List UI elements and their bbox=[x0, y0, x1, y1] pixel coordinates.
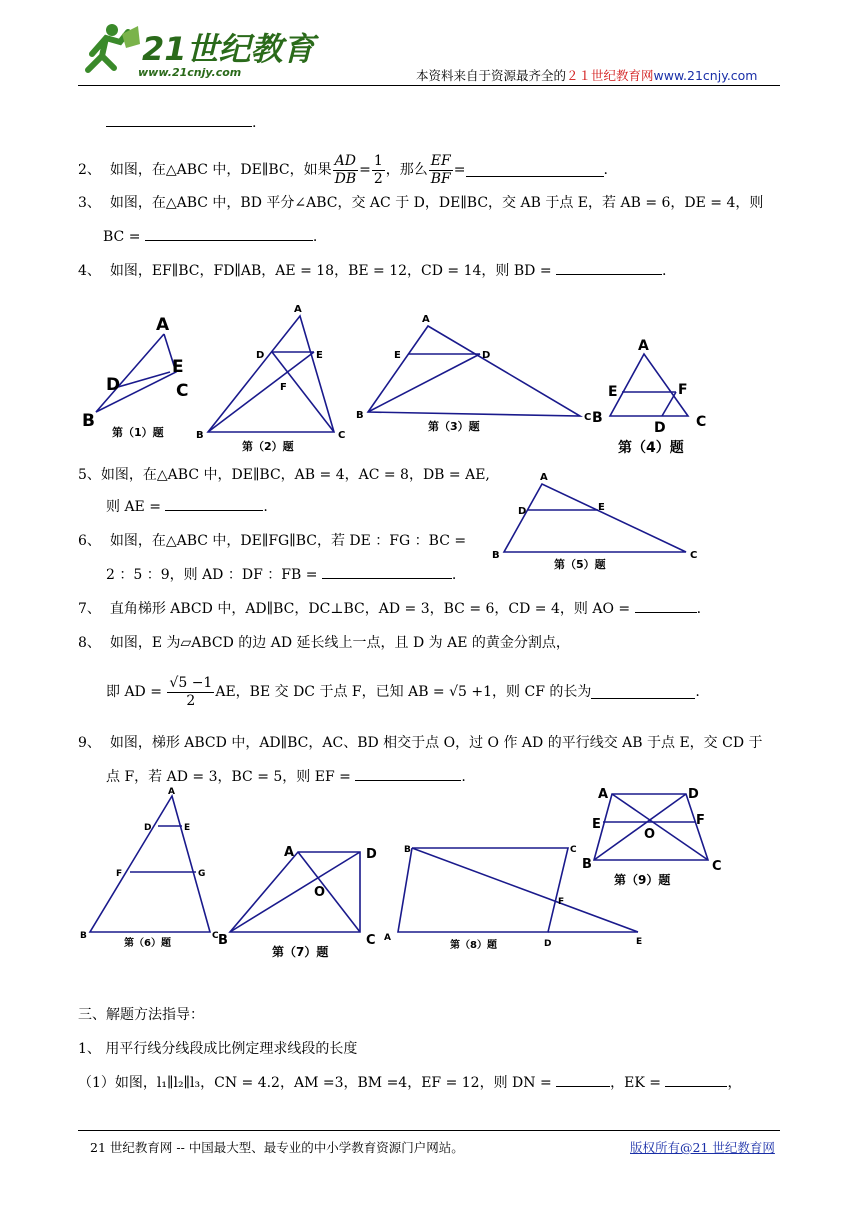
svg-text:D: D bbox=[688, 787, 699, 802]
fig1-label-b: B bbox=[82, 411, 95, 431]
question-6: 6、 如图，在△ABC 中，DE∥FG∥BC，若 DE ：FG ：BC = bbox=[78, 533, 467, 549]
svg-text:A: A bbox=[638, 338, 649, 354]
svg-text:F: F bbox=[558, 897, 565, 907]
fig1-label-d: D bbox=[106, 375, 121, 395]
svg-text:B: B bbox=[356, 410, 364, 421]
footer-text: 21 世纪教育网 -- 中国最大型、最专业的中小学教育资源门户网站。 bbox=[90, 1140, 464, 1155]
svg-text:D: D bbox=[144, 823, 152, 833]
fig1-label-a: A bbox=[156, 315, 170, 335]
question-2: 2、 如图，在△ABC 中，DE∥BC，如果 $\frac{AD}{DB}$ = $\frac{1}{2}$ ，那么 $\frac{EF}{BF}$ = . bbox=[78, 152, 608, 187]
fig1-label-c: C bbox=[176, 381, 189, 401]
fig9-caption: 第（9）题 bbox=[614, 873, 671, 887]
svg-text:D: D bbox=[366, 847, 377, 862]
svg-text:E: E bbox=[316, 350, 323, 361]
svg-text:D: D bbox=[482, 350, 491, 361]
svg-text:D: D bbox=[654, 420, 666, 436]
question-5: 5、如图，在△ABC 中，DE∥BC，AB = 4，AC = 8，DB = AE, bbox=[78, 467, 490, 483]
svg-text:G: G bbox=[198, 869, 206, 879]
fig3-caption: 第（3）题 bbox=[428, 420, 480, 433]
svg-text:E: E bbox=[598, 502, 605, 513]
svg-text:A: A bbox=[294, 304, 302, 315]
svg-text:C: C bbox=[690, 550, 698, 561]
section-3-problem-1: （1）如图，l₁∥l₂∥l₃，CN = 4.2，AM =3，BM =4，EF = 12，则 DN = ，EK = ， bbox=[78, 1075, 742, 1091]
svg-text:F: F bbox=[116, 869, 123, 879]
site-logo bbox=[78, 16, 315, 86]
svg-text:A: A bbox=[384, 933, 391, 943]
svg-text:A: A bbox=[540, 472, 548, 483]
header-divider bbox=[78, 85, 780, 86]
header-source: 本资料来自于资源最齐全的２１世纪教育网www.21cnjy.com bbox=[416, 68, 758, 83]
svg-text:C: C bbox=[212, 931, 219, 941]
svg-text:B: B bbox=[592, 410, 603, 426]
svg-text:F: F bbox=[678, 382, 688, 398]
question-9: 9、 如图，梯形 ABCD 中，AD∥BC，AC、BD 相交于点 O，过 O 作 AD 的平行线交 AB 于点 E，交 CD 于 bbox=[78, 735, 763, 751]
footer-divider bbox=[78, 1130, 780, 1131]
svg-text:C: C bbox=[366, 933, 376, 948]
svg-text:D: D bbox=[544, 939, 552, 949]
source-link[interactable]: www.21cnjy.com bbox=[653, 68, 758, 83]
fig7-caption: 第（7）题 bbox=[272, 945, 329, 959]
svg-text:O: O bbox=[644, 827, 656, 842]
svg-text:E: E bbox=[636, 937, 643, 947]
svg-text:F: F bbox=[696, 813, 705, 828]
question-8-line2: 即 AD = $\frac{√5 -1}{2}$ AE，BE 交 DC 于点 F，已知 AB = √5 +1 ，则 CF 的长为 . bbox=[106, 674, 700, 709]
svg-text:C: C bbox=[338, 430, 346, 441]
footer-copyright-link[interactable]: 版权所有@21 世纪教育网 bbox=[630, 1140, 775, 1155]
fig2-triangle bbox=[208, 316, 334, 432]
logo-text: 21世纪教育 bbox=[142, 30, 315, 68]
svg-text:C: C bbox=[570, 845, 577, 855]
section-3-title: 三、解题方法指导： bbox=[78, 1007, 204, 1023]
svg-text:F: F bbox=[280, 382, 287, 393]
svg-text:D: D bbox=[518, 506, 527, 517]
svg-text:A: A bbox=[168, 787, 175, 797]
question-6-line2: 2 ：5 ：9，则 AD ：DF ：FB = . bbox=[106, 567, 457, 583]
fig3-triangle bbox=[368, 326, 580, 416]
question-8: 8、 如图，E 为▱ABCD 的边 AD 延长线上一点，且 D 为 AE 的黄金分割点， bbox=[78, 635, 570, 651]
figure-5 bbox=[488, 468, 708, 578]
svg-text:D: D bbox=[256, 350, 265, 361]
fig6-caption: 第（6）题 bbox=[124, 938, 171, 949]
fig1-label-e: E bbox=[172, 357, 184, 377]
fig4-triangle bbox=[610, 354, 688, 416]
fig8-caption: 第（8）题 bbox=[450, 940, 497, 951]
logo-url: www.21cnjy.com bbox=[138, 66, 242, 79]
fig5-caption: 第（5）题 bbox=[554, 558, 606, 571]
svg-text:C: C bbox=[584, 412, 592, 423]
section-3-sub1: 1、 用平行线分线段成比例定理求线段的长度 bbox=[78, 1041, 358, 1057]
svg-text:E: E bbox=[184, 823, 191, 833]
fig1-caption: 第（1）题 bbox=[112, 426, 164, 439]
svg-text:E: E bbox=[592, 817, 601, 832]
svg-text:O: O bbox=[314, 885, 326, 900]
svg-text:C: C bbox=[696, 414, 707, 430]
svg-text:B: B bbox=[218, 933, 228, 948]
fig2-caption: 第（2）题 bbox=[242, 440, 294, 453]
fig4-caption: 第（4）题 bbox=[618, 440, 684, 456]
question-7: 7、 直角梯形 ABCD 中，AD∥BC，DC⊥BC，AD = 3，BC = 6，CD = 4，则 AO = . bbox=[78, 601, 702, 617]
svg-text:A: A bbox=[598, 787, 609, 802]
question-3-line2: BC = . bbox=[103, 229, 318, 245]
svg-text:B: B bbox=[492, 550, 500, 561]
svg-text:B: B bbox=[196, 430, 204, 441]
figures-row-2 bbox=[78, 780, 758, 970]
svg-text:E: E bbox=[394, 350, 401, 361]
svg-text:B: B bbox=[404, 845, 411, 855]
svg-text:A: A bbox=[422, 314, 430, 325]
prev-answer-line: . bbox=[106, 114, 256, 132]
figures-row-1 bbox=[78, 300, 718, 460]
question-9-line2: 点 F，若 AD = 3，BC = 5，则 EF = . bbox=[106, 769, 466, 785]
question-3: 3、 如图，在△ABC 中，BD 平分∠ABC，交 AC 于 D，DE∥BC，交 AB 于点 E，若 AB = 6，DE = 4，则 bbox=[78, 195, 764, 211]
question-4: 4、 如图，EF∥BC，FD∥AB，AE = 18，BE = 12，CD = 14，则 BD = . bbox=[78, 263, 667, 279]
svg-text:B: B bbox=[80, 931, 87, 941]
svg-text:E: E bbox=[608, 384, 618, 400]
svg-text:A: A bbox=[284, 845, 295, 860]
question-5-line2: 则 AE = . bbox=[106, 499, 268, 515]
svg-text:C: C bbox=[712, 859, 722, 874]
svg-text:B: B bbox=[582, 857, 592, 872]
runner-logo-icon bbox=[88, 24, 140, 70]
